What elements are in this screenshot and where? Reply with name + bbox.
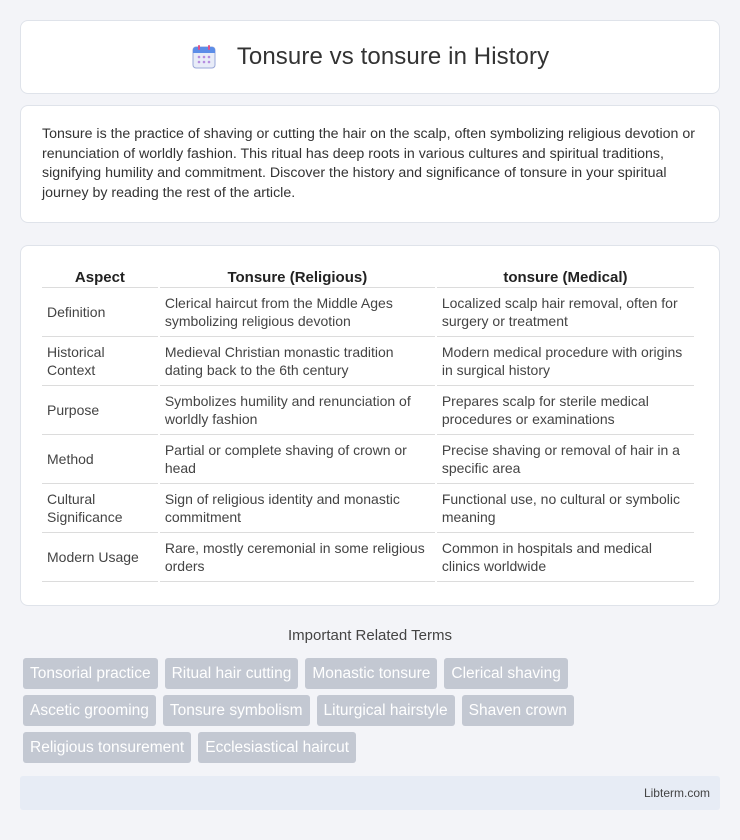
tag-liturgical-hairstyle[interactable]: Liturgical hairstyle (317, 695, 455, 726)
tag-monastic-tonsure[interactable]: Monastic tonsure (305, 658, 437, 689)
tag-row (23, 732, 723, 763)
row-medical: Localized scalp hair removal, often for surgery or treatment (437, 288, 694, 337)
row-religious: Sign of religious identity and monastic commitment (160, 484, 435, 533)
row-medical: Prepares scalp for sterile medical procedures or examinations (437, 386, 694, 435)
row-religious: Partial or complete shaving of crown or head (160, 435, 435, 484)
header-card (20, 20, 720, 94)
row-medical: Functional use, no cultural or symbolic meaning (437, 484, 694, 533)
header-aspect: Aspect (42, 266, 158, 288)
row-medical: Precise shaving or removal of hair in a specific area (437, 435, 694, 484)
table-row (42, 533, 694, 582)
row-religious: Clerical haircut from the Middle Ages symbolizing religious devotion (160, 288, 435, 337)
tag-row (23, 695, 723, 726)
tag-shaven-crown[interactable]: Shaven crown (462, 695, 574, 726)
calendar-icon (191, 44, 217, 70)
row-religious: Rare, mostly ceremonial in some religious orders (160, 533, 435, 582)
row-religious: Medieval Christian monastic tradition dating back to the 6th century (160, 337, 435, 386)
tag-row (23, 658, 723, 689)
intro-text: Tonsure is the practice of shaving or cutting the hair on the scalp, often symbolizing religious devotion or renunciation of worldly fashion. This ritual has deep roots in various cultures and spiritual traditions, signifying humility and commitment. Discover the history and significance of tonsure in your spiritual journey by reading the rest of the article. (42, 126, 695, 201)
related-terms-tags (23, 658, 723, 769)
tag-religious-tonsurement[interactable]: Religious tonsurement (23, 732, 191, 763)
row-medical: Modern medical procedure with origins in surgical history (437, 337, 694, 386)
row-medical: Common in hospitals and medical clinics worldwide (437, 533, 694, 582)
header-religious: Tonsure (Religious) (160, 266, 435, 288)
table-row (42, 386, 694, 435)
table-header-row (42, 266, 694, 288)
row-aspect: Method (42, 435, 158, 484)
comparison-table (40, 266, 696, 582)
page-title: Tonsure vs tonsure in History (236, 43, 550, 70)
row-aspect: Definition (42, 288, 158, 337)
row-aspect: Modern Usage (42, 533, 158, 582)
tag-clerical-shaving[interactable]: Clerical shaving (444, 658, 567, 689)
intro-card (20, 105, 720, 223)
tag-tonsure-symbolism[interactable]: Tonsure symbolism (163, 695, 310, 726)
footer (20, 776, 720, 810)
tag-ecclesiastical-haircut[interactable]: Ecclesiastical haircut (198, 732, 356, 763)
row-aspect: Historical Context (42, 337, 158, 386)
table-row (42, 435, 694, 484)
tag-ritual-hair-cutting[interactable]: Ritual hair cutting (165, 658, 299, 689)
header-medical: tonsure (Medical) (437, 266, 694, 288)
row-religious: Symbolizes humility and renunciation of worldly fashion (160, 386, 435, 435)
table-row (42, 337, 694, 386)
tag-tonsorial-practice[interactable]: Tonsorial practice (23, 658, 158, 689)
table-row (42, 288, 694, 337)
table-row (42, 484, 694, 533)
tag-ascetic-grooming[interactable]: Ascetic grooming (23, 695, 156, 726)
footer-site-link[interactable]: Libterm.com (643, 786, 710, 800)
related-terms-title: Important Related Terms (288, 627, 452, 644)
comparison-card (20, 245, 720, 606)
row-aspect: Purpose (42, 386, 158, 435)
row-aspect: Cultural Significance (42, 484, 158, 533)
